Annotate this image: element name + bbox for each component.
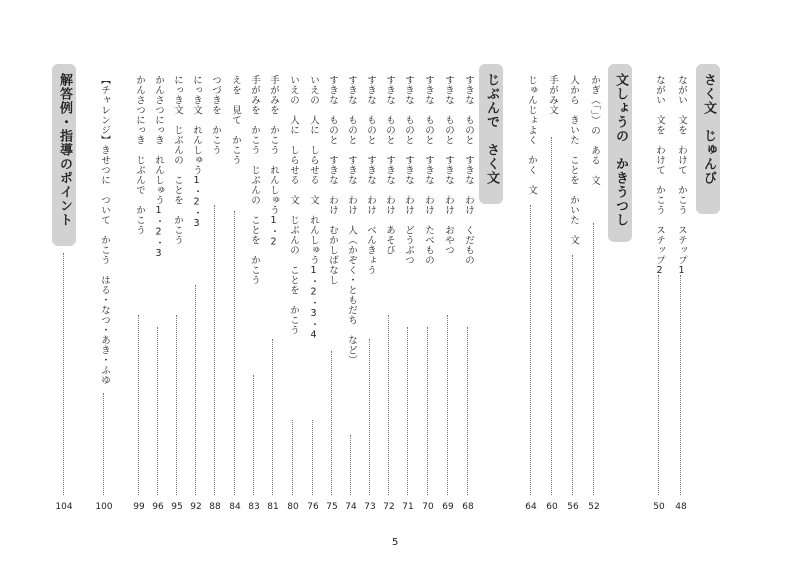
toc-entry[interactable] <box>441 75 455 510</box>
toc-entry-label: すきな ものと すきな わけ くだもの <box>463 75 474 265</box>
toc-entry-label: ながい 文を わけて かこう ステップ2 <box>654 75 665 277</box>
toc-entry-page: 80 <box>287 502 299 512</box>
toc-entry-label: にっき文 じぶんの ことを かこう <box>172 75 183 245</box>
toc-entry-page: 104 <box>55 502 73 512</box>
toc-entry-label: すきな ものと すきな わけ おやつ <box>443 75 454 255</box>
toc-entry[interactable] <box>266 75 280 510</box>
toc-entry[interactable] <box>344 75 358 510</box>
leader-dots <box>195 285 196 495</box>
toc-entry-page: 99 <box>133 502 145 512</box>
toc-entry[interactable] <box>566 75 580 510</box>
toc-entry[interactable] <box>170 75 184 510</box>
toc-entry[interactable] <box>421 75 435 510</box>
toc-entry-label: すきな ものと すきな わけ あそび <box>384 75 395 255</box>
toc-entry[interactable] <box>382 75 396 510</box>
toc-entry-label: 【チャレンジ】きせつに ついて かこう はる・なつ・あき・ふゆ <box>99 75 110 385</box>
leader-dots <box>658 275 659 495</box>
toc-entry-label: にっき文 れんしゅう1・2・3 <box>191 75 202 230</box>
toc-entry-label: ながい 文を わけて かこう ステップ1 <box>676 75 687 277</box>
toc-entry-label: かんさつにっき れんしゅう1・2・3 <box>153 75 164 260</box>
toc-entry[interactable] <box>228 75 242 510</box>
toc-entry[interactable] <box>97 75 111 510</box>
toc-entry-label: えを 見て かこう <box>230 75 241 165</box>
toc-entry-page: 84 <box>229 502 241 512</box>
section-heading-jibunde-sakubun <box>479 64 503 204</box>
toc-entry[interactable] <box>587 75 601 510</box>
section-heading-sakubun-junbi <box>696 64 720 214</box>
toc-entry-page: 83 <box>248 502 260 512</box>
leader-dots <box>530 205 531 495</box>
toc-entry-page: 100 <box>95 502 113 512</box>
toc-entry[interactable] <box>674 75 688 510</box>
leader-dots <box>593 223 594 495</box>
toc-entry-label: すきな ものと すきな わけ むかしばなし <box>327 75 338 285</box>
toc-entry-page: 52 <box>588 502 600 512</box>
toc-entry-label: 手がみを かこう じぶんの ことを かこう <box>249 75 260 285</box>
toc-entry[interactable] <box>545 75 559 510</box>
leader-dots <box>272 339 273 495</box>
section-heading-label: 文しょうの かきうつし <box>613 73 628 227</box>
toc-entry-label: すきな ものと すきな わけ たべもの <box>423 75 434 265</box>
toc-entry[interactable] <box>208 75 222 510</box>
toc-entry-page: 74 <box>345 502 357 512</box>
leader-dots <box>292 420 293 495</box>
leader-dots <box>447 315 448 495</box>
toc-entry[interactable] <box>325 75 339 510</box>
leader-dots <box>572 255 573 495</box>
toc-entry-label: じゅんじょよく かく 文 <box>526 75 537 195</box>
toc-entry-label: すきな ものと すきな わけ べんきょう <box>365 75 376 275</box>
toc-entry[interactable] <box>401 75 415 510</box>
toc-entry[interactable] <box>189 75 203 510</box>
toc-entry[interactable] <box>247 75 261 510</box>
toc-entry-page: 72 <box>383 502 395 512</box>
toc-entry-label: かんさつにっき じぶんで かこう <box>134 75 145 235</box>
leader-dots <box>388 315 389 495</box>
leader-dots <box>350 435 351 495</box>
leader-dots <box>407 327 408 495</box>
leader-dots <box>63 253 64 495</box>
leader-dots <box>369 339 370 495</box>
toc-entry-page: 60 <box>546 502 558 512</box>
toc-entry-label: いえの 人に しらせる 文 れんしゅう1・2・3・4 <box>308 75 319 341</box>
section-heading-label: じぶんで さく文 <box>484 73 499 185</box>
section-heading-bunshou-kakiutsushi <box>608 64 632 242</box>
toc-entry-label: 手がみを かこう れんしゅう1・2 <box>268 75 279 248</box>
toc-entry-page: 73 <box>364 502 376 512</box>
leader-dots <box>157 327 158 495</box>
toc-entry-page: 71 <box>402 502 414 512</box>
toc-entry-label: 手がみ文 <box>547 75 558 115</box>
leader-dots <box>103 393 104 495</box>
toc-entry-label: いえの 人に しらせる 文 じぶんの ことを かこう <box>288 75 299 335</box>
toc-entry-label: すきな ものと すきな わけ どうぶつ <box>403 75 414 265</box>
toc-entry-page: 76 <box>307 502 319 512</box>
toc-entry[interactable] <box>652 75 666 510</box>
toc-entry-label: かぎ（「」）の ある 文 <box>589 75 600 186</box>
toc-entry-page: 81 <box>267 502 279 512</box>
toc-entry[interactable] <box>57 75 71 510</box>
leader-dots <box>680 275 681 495</box>
toc-entry[interactable] <box>524 75 538 510</box>
toc-entry[interactable] <box>363 75 377 510</box>
leader-dots <box>467 327 468 495</box>
toc-entry-page: 88 <box>209 502 221 512</box>
toc-entry-page: 64 <box>525 502 537 512</box>
toc-entry[interactable] <box>286 75 300 510</box>
toc-entry-page: 50 <box>653 502 665 512</box>
leader-dots <box>427 327 428 495</box>
leader-dots <box>551 137 552 495</box>
toc-entry-label: つづきを かこう <box>210 75 221 155</box>
toc-entry-page: 75 <box>326 502 338 512</box>
toc-entry-page: 68 <box>462 502 474 512</box>
leader-dots <box>176 315 177 495</box>
page-number: 5 <box>392 537 399 548</box>
toc-entry-page: 56 <box>567 502 579 512</box>
toc-entry[interactable] <box>306 75 320 510</box>
toc-entry-label: すきな ものと すきな わけ 人（かぞく・ともだち など） <box>346 75 357 365</box>
leader-dots <box>138 315 139 495</box>
leader-dots <box>214 205 215 495</box>
section-heading-label: さく文 じゅんび <box>701 73 716 185</box>
toc-entry[interactable] <box>132 75 146 510</box>
leader-dots <box>234 211 235 495</box>
toc-entry-page: 96 <box>152 502 164 512</box>
toc-entry-page: 70 <box>422 502 434 512</box>
toc-entry-page: 69 <box>442 502 454 512</box>
toc-entry-page: 95 <box>171 502 183 512</box>
toc-entry[interactable] <box>461 75 475 510</box>
leader-dots <box>331 351 332 495</box>
toc-entry-page: 92 <box>190 502 202 512</box>
leader-dots <box>253 375 254 495</box>
leader-dots <box>312 420 313 495</box>
toc-entry-page: 48 <box>675 502 687 512</box>
toc-entry-label: 人から きいた ことを かいた 文 <box>568 75 579 245</box>
toc-entry[interactable] <box>151 75 165 510</box>
section-heading-label: 解答例・指導のポイント <box>57 73 72 227</box>
